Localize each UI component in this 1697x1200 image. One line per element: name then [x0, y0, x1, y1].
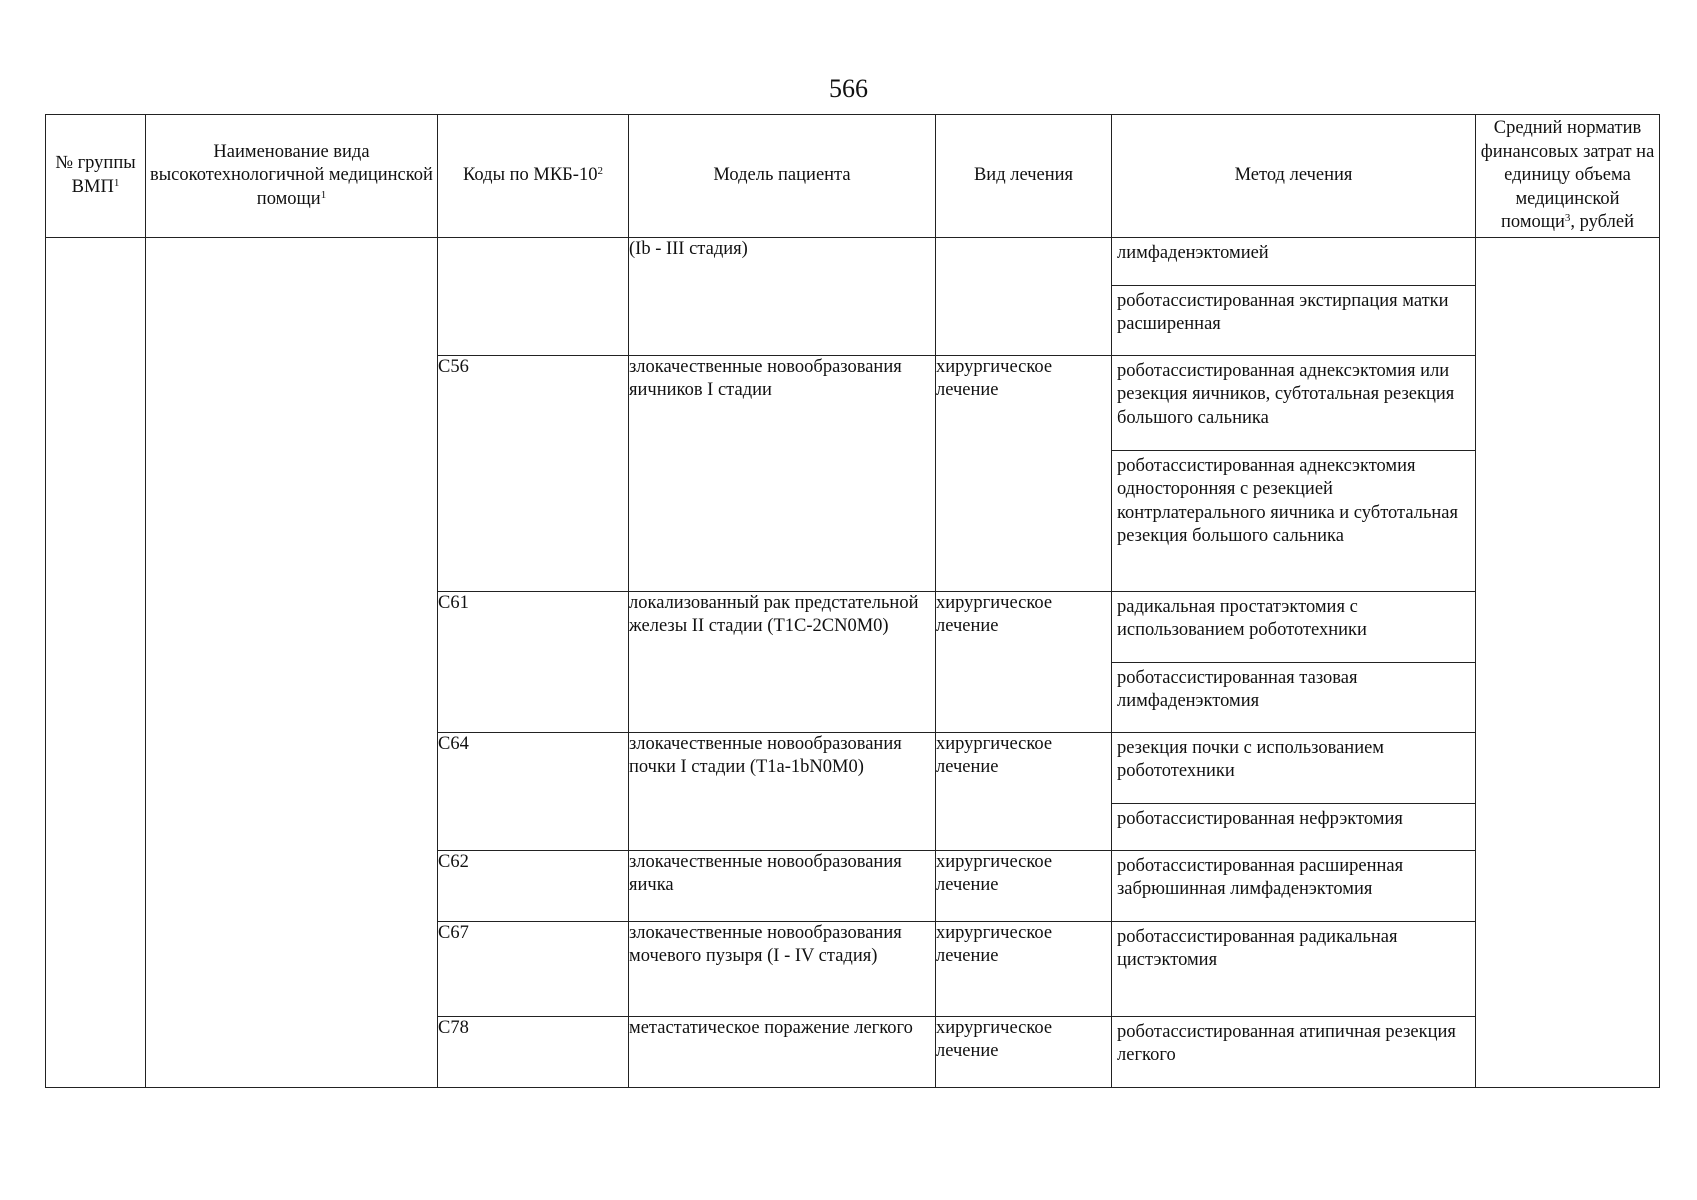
treatment-cell: хирургическое лечение — [936, 921, 1112, 1016]
method-item: резекция почки с использованием робототехники — [1117, 737, 1385, 781]
code-cell: C56 — [438, 355, 629, 591]
method-cell — [1112, 732, 1476, 850]
header-group: № группы ВМП$^1$ — [46, 115, 146, 238]
method-cell — [1112, 237, 1476, 355]
code-cell: C78 — [438, 1016, 629, 1087]
code-cell: C67 — [438, 921, 629, 1016]
header-treatment: Вид лечения — [936, 115, 1112, 238]
header-codes: Коды по МКБ-$10^2$ — [438, 115, 629, 238]
treatment-cell: хирургическое лечение — [936, 1016, 1112, 1087]
method-cell — [1112, 355, 1476, 591]
treatment-cell: хирургическое лечение — [936, 732, 1112, 850]
treatment-cell: хирургическое лечение — [936, 850, 1112, 921]
model-cell: злокачественные новообразования яичка — [629, 850, 936, 921]
code-cell: C64 — [438, 732, 629, 850]
model-cell: (Ib - III стадия) — [629, 237, 936, 355]
treatment-cell — [936, 237, 1112, 355]
method-cell — [1112, 591, 1476, 732]
code-cell — [438, 237, 629, 355]
treatment-table — [45, 114, 1660, 1088]
header-model: Модель пациента — [629, 115, 936, 238]
model-cell: локализованный рак предстательной железы II стадии (T1C-2CN0M0) — [629, 591, 936, 732]
method-item: роботассистированная тазовая лимфаденэктомия — [1112, 662, 1475, 732]
method-item: роботассистированная нефрэктомия — [1112, 803, 1475, 850]
header-name: Наименование вида высокотехнологичной медицинской помощи$^1$ — [146, 115, 438, 238]
name-cell — [146, 237, 438, 1087]
model-cell: метастатическое поражение легкого — [629, 1016, 936, 1087]
model-cell: злокачественные новообразования почки I стадии (T1a-1bN0M0) — [629, 732, 936, 850]
code-cell: C61 — [438, 591, 629, 732]
method-item: роботассистированная аднексэктомия или резекция яичников, субтотальная резекция большого сальника — [1117, 360, 1455, 428]
treatment-cell: хирургическое лечение — [936, 591, 1112, 732]
group-cell — [46, 237, 146, 1087]
model-cell: злокачественные новообразования мочевого пузыря (I - IV стадия) — [629, 921, 936, 1016]
treatment-cell: хирургическое лечение — [936, 355, 1112, 591]
header-cost: Средний норматив финансовых затрат на единицу объема медицинской помощи$^3$, рублей — [1476, 115, 1660, 238]
header-row — [46, 115, 1660, 238]
model-cell: злокачественные новообразования яичников I стадии — [629, 355, 936, 591]
method-item: роботассистированная атипичная резекция легкого — [1117, 1021, 1456, 1065]
method-item: роботассистированная расширенная забрюшинная лимфаденэктомия — [1117, 855, 1404, 899]
method-item: радикальная простатэктомия с использованием робототехники — [1117, 596, 1367, 640]
cost-cell — [1476, 237, 1660, 1087]
method-item: роботассистированная радикальная цистэктомия — [1117, 926, 1398, 970]
method-item: роботассистированная экстирпация матки расширенная — [1112, 285, 1475, 355]
method-cell — [1112, 921, 1476, 1016]
method-item: роботассистированная аднексэктомия односторонняя с резекцией контрлатерального яичника и субтотальная резекция большого сальника — [1112, 450, 1475, 591]
method-item: лимфаденэктомией — [1117, 242, 1269, 263]
method-cell — [1112, 1016, 1476, 1087]
header-method: Метод лечения — [1112, 115, 1476, 238]
table-row — [46, 237, 1660, 355]
method-cell — [1112, 850, 1476, 921]
page-number: 566 — [829, 74, 868, 103]
code-cell: C62 — [438, 850, 629, 921]
